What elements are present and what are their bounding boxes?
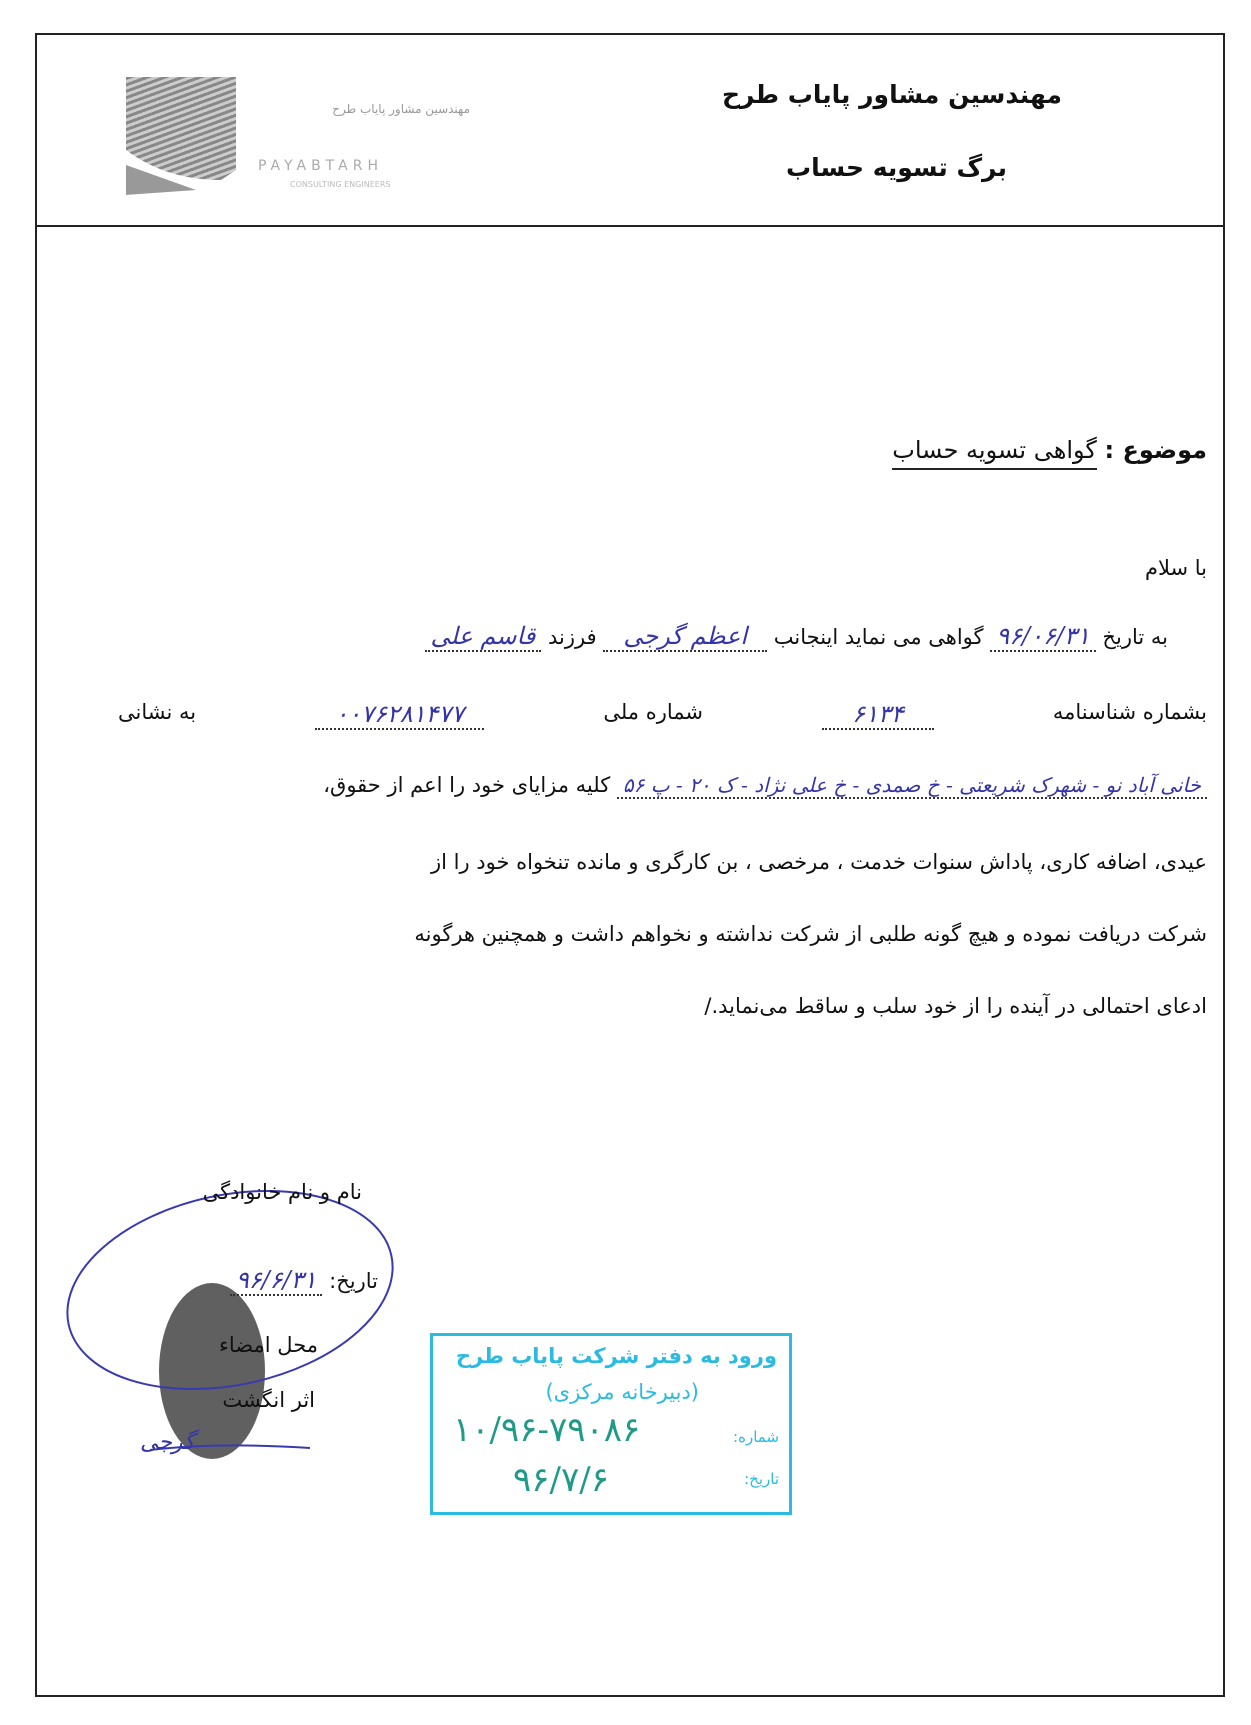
text: به نشانی	[118, 700, 197, 724]
stamp-line-2: (دبیرخانه مرکزی)	[545, 1380, 699, 1404]
fingerprint-label: اثر انگشت	[222, 1388, 315, 1412]
body-line-4: عیدی، اضافه کاری، پاداش سنوات خدمت ، مرخصی ، بن کارگری و مانده تنخواه خود را از	[430, 850, 1207, 874]
stamp-number-hw: ۱۰/۹۶-۷۹۰۸۶	[453, 1410, 641, 1450]
text: بشماره شناسنامه	[1052, 700, 1207, 724]
logo-fa-small: مهندسین مشاور پایاب طرح	[332, 102, 470, 116]
stamp-date-label: تاریخ:	[744, 1470, 779, 1488]
stamp-date-hw: ۹۶/۷/۶	[513, 1460, 609, 1500]
sign-label: محل امضاء	[219, 1333, 318, 1357]
date-label: تاریخ:	[329, 1269, 378, 1293]
body-line-5: شرکت دریافت نموده و هیچ گونه طلبی از شرکت نداشته و نخواهم داشت و همچنین هرگونه	[414, 922, 1207, 946]
name-label: نام و نام خانوادگی	[202, 1180, 362, 1204]
logo-swoosh-icon	[126, 150, 236, 195]
body-line-6: ادعای احتمالی در آینده را از خود سلب و ساقط می‌نماید./	[704, 994, 1207, 1018]
handwritten-address: خانی آباد نو - شهرک شریعتی - خ صمدی - خ علی نژاد - ک ۲۰ - پ ۵۶	[617, 773, 1207, 799]
header-divider	[35, 225, 1223, 227]
text: گواهی می نماید اینجانب	[773, 625, 984, 649]
text: فرزند	[547, 625, 597, 649]
greeting: با سلام	[1144, 556, 1207, 580]
text: به تاریخ	[1102, 625, 1168, 649]
text: کلیه مزایای خود را اعم از حقوق،	[323, 773, 611, 797]
signature-marks-icon	[60, 1180, 410, 1480]
body-line-1	[425, 622, 1168, 652]
stamp-number-label: شماره:	[733, 1428, 779, 1446]
handwritten-sign-date: ۹۶/۶/۳۱	[230, 1266, 323, 1296]
text: شماره ملی	[603, 700, 704, 724]
handwritten-national-id: ۰۰۷۶۲۸۱۴۷۷	[315, 700, 484, 730]
logo-en-sub: CONSULTING ENGINEERS	[290, 180, 391, 189]
body-line-2	[118, 700, 1207, 730]
logo-en: PAYABTARH	[258, 158, 383, 174]
stamp-line-1: ورود به دفتر شرکت پایاب طرح	[455, 1344, 777, 1368]
handwritten-signature: گرجی	[140, 1430, 195, 1455]
form-title: برگ تسویه حساب	[786, 153, 1007, 182]
handwritten-date: ۹۶/۰۶/۳۱	[990, 622, 1096, 652]
handwritten-id-number: ۶۱۳۴	[822, 700, 934, 730]
body-line-3	[118, 773, 1207, 799]
company-name: مهندسین مشاور پایاب طرح	[721, 80, 1062, 109]
subject	[892, 436, 1207, 464]
handwritten-father-name: قاسم علی	[425, 622, 542, 652]
subject-value: گواهی تسویه حساب	[892, 436, 1097, 470]
subject-label: موضوع :	[1104, 436, 1207, 464]
office-entry-stamp	[430, 1333, 792, 1515]
signature-date	[230, 1266, 378, 1296]
handwritten-name: اعظم گرجی	[603, 622, 767, 652]
